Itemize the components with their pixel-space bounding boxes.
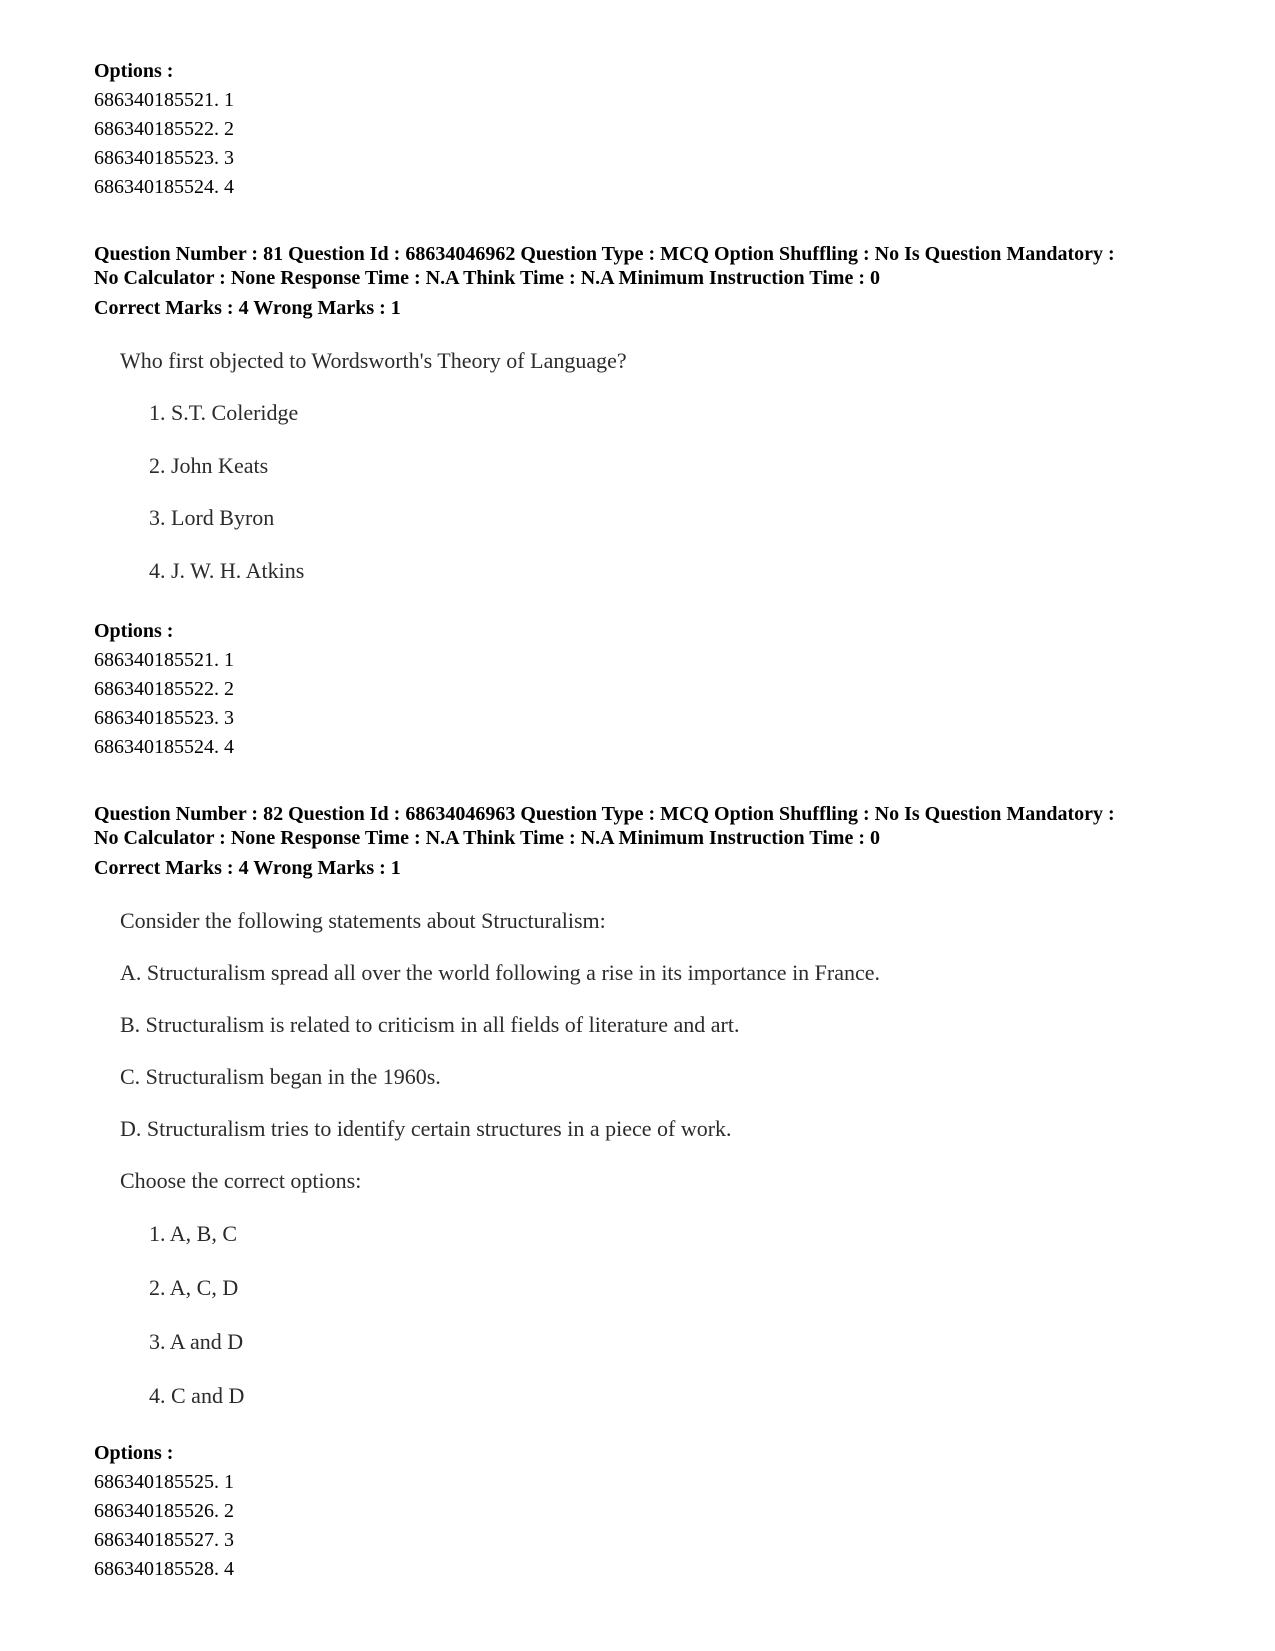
answer-choice: 2. A, C, D bbox=[149, 1275, 239, 1300]
option-line: 686340185524. 4 bbox=[94, 176, 234, 198]
option-line: 686340185523. 3 bbox=[94, 707, 234, 729]
option-line: 686340185521. 1 bbox=[94, 649, 234, 671]
answer-choice: 3. A and D bbox=[149, 1329, 244, 1354]
option-line: 686340185527. 3 bbox=[94, 1529, 234, 1551]
options-block-81 bbox=[94, 617, 1204, 762]
option-line: 686340185523. 3 bbox=[94, 147, 234, 169]
answer-choice: 1. A, B, C bbox=[149, 1221, 238, 1246]
statement-d: D. Structuralism tries to identify certain structures in a piece of work. bbox=[120, 1116, 732, 1141]
option-line: 686340185525. 1 bbox=[94, 1471, 234, 1493]
question-meta-line-1: Question Number : 81 Question Id : 68634046962 Question Type : MCQ Option Shuffling : No Is Question Mandatory : bbox=[94, 243, 1115, 265]
question-81-header bbox=[94, 242, 1204, 320]
question-82-header bbox=[94, 802, 1204, 880]
question-81-body bbox=[94, 340, 1174, 600]
statement-b: B. Structuralism is related to criticism in all fields of literature and art. bbox=[120, 1012, 740, 1037]
answer-choice: 4. C and D bbox=[149, 1383, 245, 1408]
option-line: 686340185521. 1 bbox=[94, 89, 234, 111]
options-label: Options : bbox=[94, 620, 174, 642]
option-line: 686340185528. 4 bbox=[94, 1558, 234, 1580]
statement-c: C. Structuralism began in the 1960s. bbox=[120, 1064, 441, 1089]
option-line: 686340185522. 2 bbox=[94, 118, 234, 140]
options-block-previous bbox=[94, 57, 1204, 202]
question-meta-line-1: Question Number : 82 Question Id : 68634046963 Question Type : MCQ Option Shuffling : No Is Question Mandatory : bbox=[94, 803, 1115, 825]
options-block-82 bbox=[94, 1439, 1204, 1584]
question-82-body bbox=[94, 900, 1174, 1420]
option-line: 686340185524. 4 bbox=[94, 736, 234, 758]
question-meta-line-2: No Calculator : None Response Time : N.A Think Time : N.A Minimum Instruction Time : 0 bbox=[94, 267, 880, 289]
answer-choice: 3. Lord Byron bbox=[149, 505, 275, 530]
question-marks: Correct Marks : 4 Wrong Marks : 1 bbox=[94, 297, 401, 319]
question-marks: Correct Marks : 4 Wrong Marks : 1 bbox=[94, 857, 401, 879]
options-label: Options : bbox=[94, 60, 174, 82]
question-meta-line-2: No Calculator : None Response Time : N.A Think Time : N.A Minimum Instruction Time : 0 bbox=[94, 827, 880, 849]
option-line: 686340185526. 2 bbox=[94, 1500, 234, 1522]
answer-choice: 2. John Keats bbox=[149, 453, 269, 478]
instruction-text: Choose the correct options: bbox=[120, 1168, 362, 1193]
answer-choice: 4. J. W. H. Atkins bbox=[149, 558, 305, 583]
option-line: 686340185522. 2 bbox=[94, 678, 234, 700]
question-text: Who first objected to Wordsworth's Theory of Language? bbox=[120, 348, 627, 373]
question-text: Consider the following statements about Structuralism: bbox=[120, 908, 606, 933]
answer-choice: 1. S.T. Coleridge bbox=[149, 400, 299, 425]
statement-a: A. Structuralism spread all over the world following a rise in its importance in France. bbox=[120, 960, 881, 985]
options-label: Options : bbox=[94, 1442, 174, 1464]
